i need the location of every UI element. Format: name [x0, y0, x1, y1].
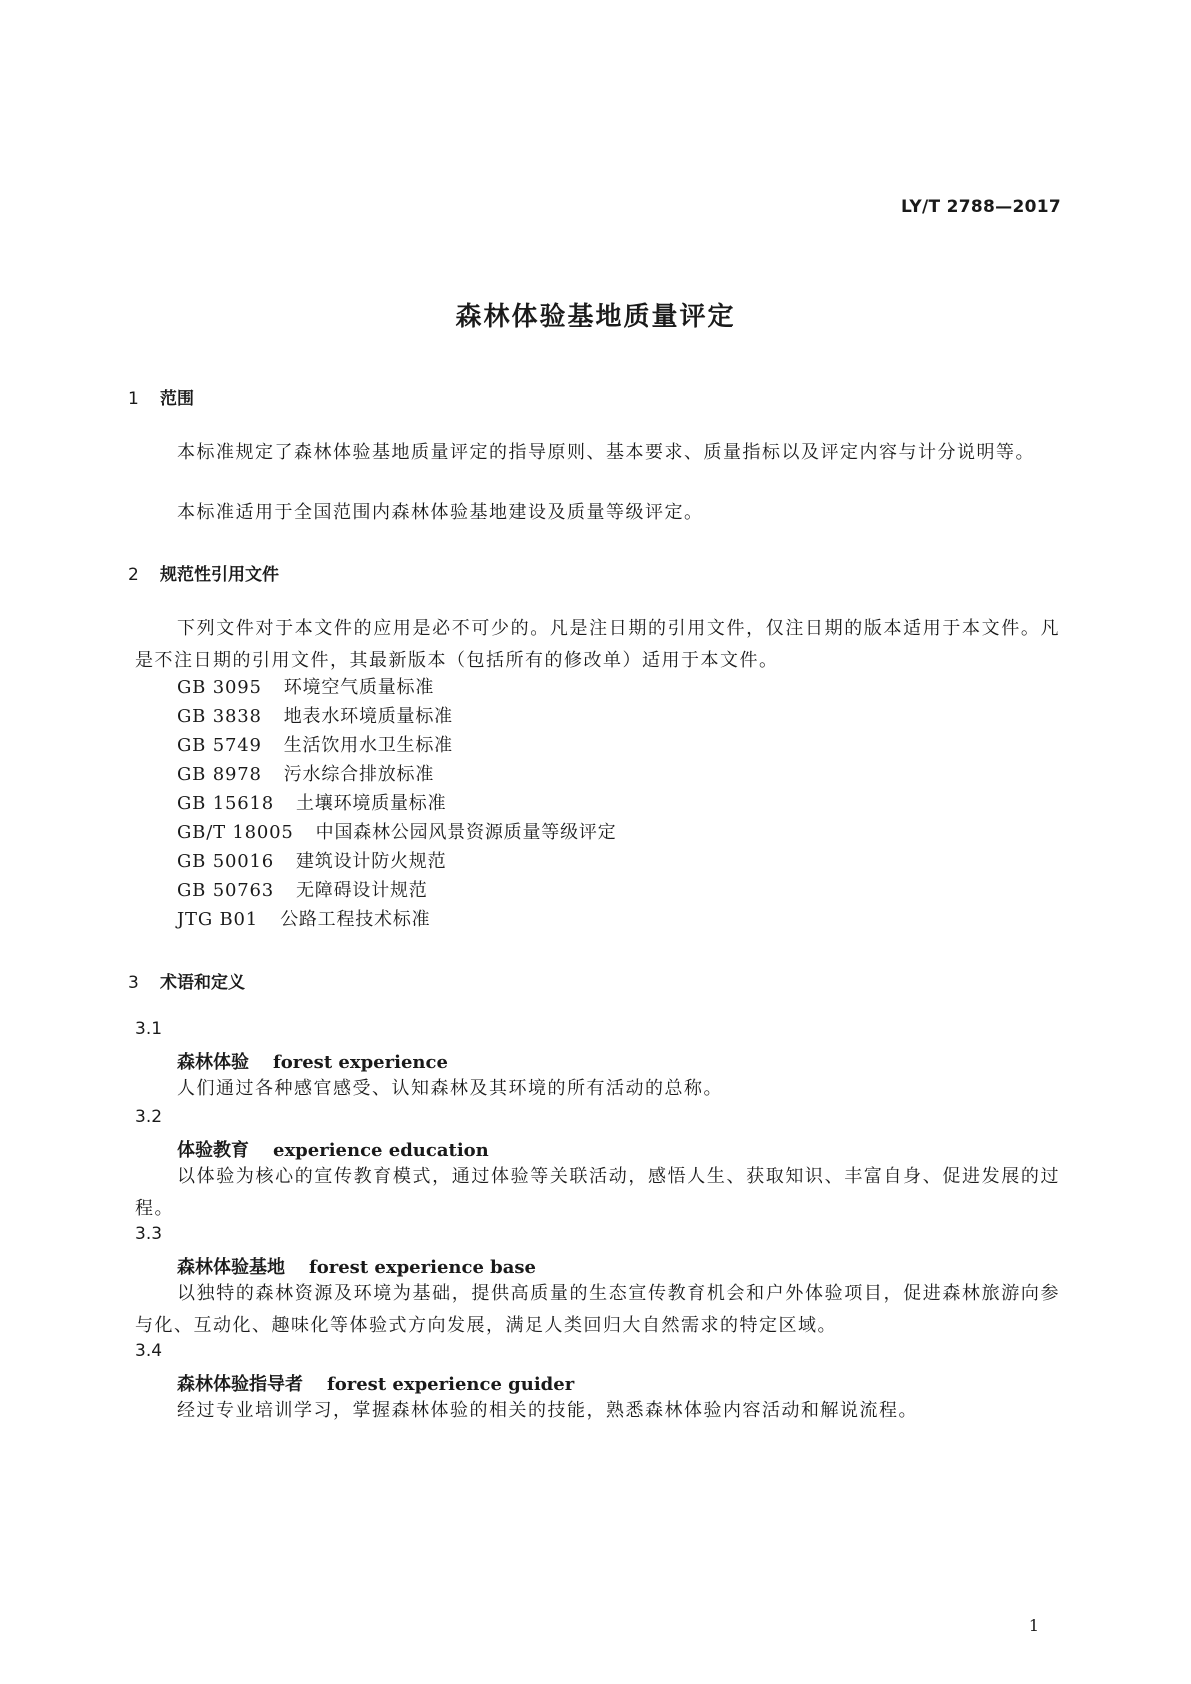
term-number: 3.4 [135, 1341, 163, 1361]
reference-title: 中国森林公园风景资源质量等级评定 [315, 822, 617, 843]
term-en: forest experience [273, 1052, 448, 1073]
reference-code: GB 5749 [177, 735, 262, 756]
reference-item [177, 731, 453, 757]
term-definition: 人们通过各种感官感受、认知森林及其环境的所有活动的总称。 [177, 1078, 723, 1099]
reference-title: 公路工程技术标准 [280, 909, 431, 930]
reference-code: GB 50763 [177, 880, 274, 901]
standard-code: LY/T 2788—2017 [900, 197, 1061, 217]
reference-title: 地表水环境质量标准 [283, 706, 453, 727]
term-en: forest experience base [309, 1257, 536, 1278]
section-1-heading [128, 384, 194, 409]
document-title: 森林体验基地质量评定 [455, 302, 736, 332]
term-en: forest experience guider [327, 1374, 575, 1395]
reference-title: 土壤环境质量标准 [296, 793, 447, 814]
reference-title: 无障碍设计规范 [296, 880, 428, 901]
reference-code: GB 3838 [177, 706, 262, 727]
reference-item [177, 702, 453, 728]
term-number: 3.3 [135, 1224, 163, 1244]
section-2-heading [128, 560, 279, 585]
reference-code: GB/T 18005 [177, 822, 294, 843]
reference-title: 生活饮用水卫生标准 [283, 735, 453, 756]
reference-item [177, 789, 446, 815]
reference-title: 建筑设计防火规范 [296, 851, 447, 872]
reference-item [177, 905, 430, 931]
term-definition: 以独特的森林资源及环境为基础，提供高质量的生态宣传教育机会和户外体验项目，促进森林旅游向参与化、互动化、趣味化等体验式方向发展，满足人类回归大自然需求的特定区域。 [135, 1283, 1060, 1336]
reference-item [177, 673, 434, 699]
reference-item [177, 760, 434, 786]
section-title: 规范性引用文件 [160, 565, 279, 585]
term-heading [177, 1048, 448, 1074]
term-heading [177, 1253, 536, 1279]
reference-code: GB 50016 [177, 851, 274, 872]
term-en: experience education [273, 1140, 489, 1161]
section-1-paragraph-1: 本标准规定了森林体验基地质量评定的指导原则、基本要求、质量指标以及评定内容与计分说明等。 [177, 442, 1035, 463]
reference-code: GB 3095 [177, 677, 262, 698]
term-zh: 森林体验指导者 [177, 1374, 303, 1395]
term-zh: 森林体验基地 [177, 1257, 285, 1278]
reference-code: JTG B01 [177, 909, 259, 930]
section-2-paragraph-1: 下列文件对于本文件的应用是必不可少的。凡是注日期的引用文件，仅注日期的版本适用于本文件。凡是不注日期的引用文件，其最新版本（包括所有的修改单）适用于本文件。 [135, 618, 1060, 671]
reference-code: GB 15618 [177, 793, 274, 814]
reference-title: 环境空气质量标准 [283, 677, 435, 698]
section-title: 范围 [160, 389, 194, 409]
reference-title: 污水综合排放标准 [283, 764, 435, 785]
reference-item [177, 847, 446, 873]
term-number: 3.2 [135, 1107, 163, 1127]
section-number: 2 [128, 565, 139, 585]
section-number: 3 [128, 973, 139, 993]
reference-code: GB 8978 [177, 764, 262, 785]
section-title: 术语和定义 [160, 973, 245, 993]
term-zh: 森林体验 [177, 1052, 249, 1073]
term-zh: 体验教育 [177, 1140, 249, 1161]
section-1-paragraph-2: 本标准适用于全国范围内森林体验基地建设及质量等级评定。 [177, 502, 704, 523]
page-number: 1 [1028, 1616, 1039, 1635]
term-definition: 以体验为核心的宣传教育模式，通过体验等关联活动，感悟人生、获取知识、丰富自身、促进发展的过程。 [135, 1166, 1060, 1219]
term-heading [177, 1136, 489, 1162]
term-heading [177, 1370, 574, 1396]
reference-item [177, 818, 616, 844]
reference-item [177, 876, 428, 902]
term-definition: 经过专业培训学习，掌握森林体验的相关的技能，熟悉森林体验内容活动和解说流程。 [177, 1400, 918, 1421]
section-3-heading [128, 968, 245, 993]
term-number: 3.1 [135, 1019, 163, 1039]
section-number: 1 [128, 389, 139, 409]
